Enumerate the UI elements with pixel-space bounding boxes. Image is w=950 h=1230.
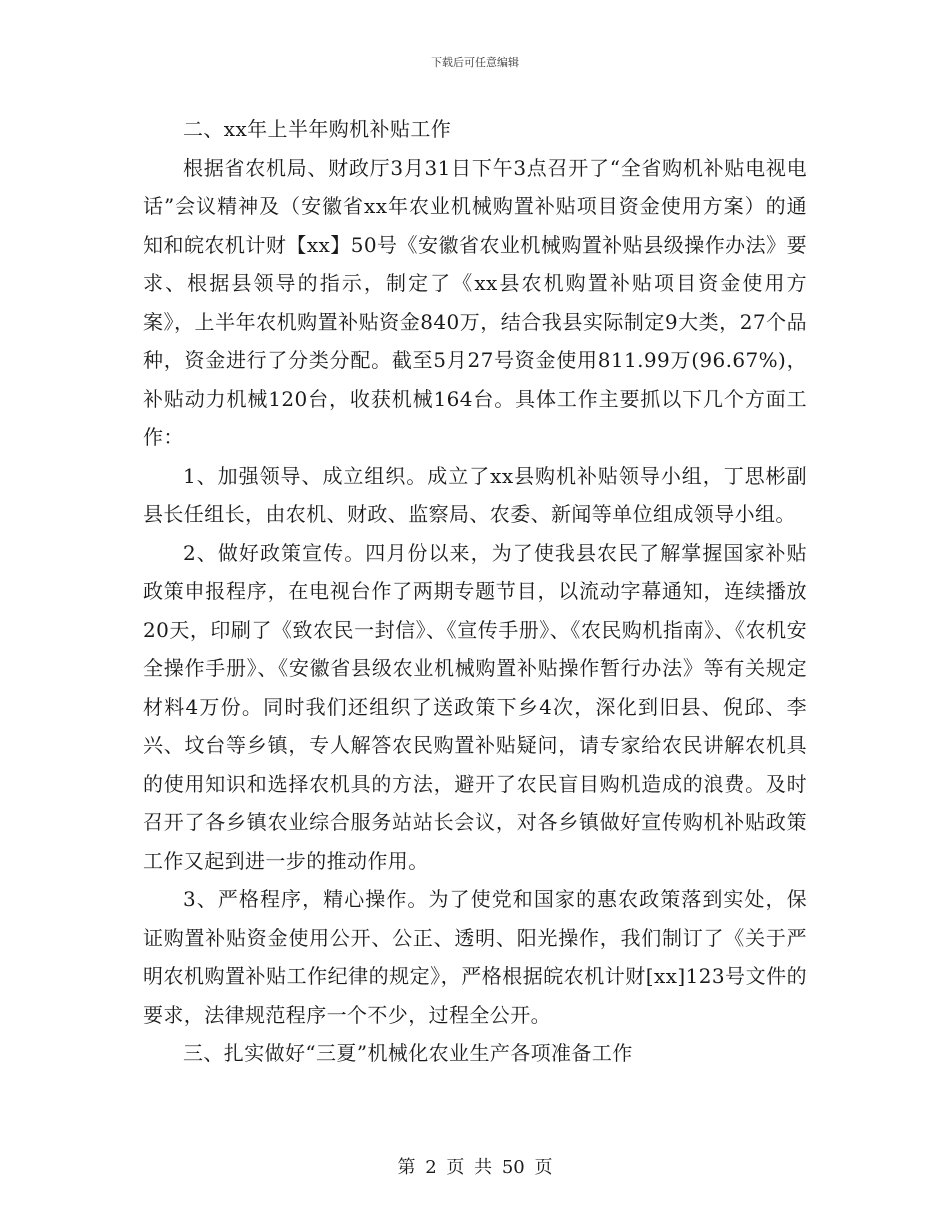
page-header: 下载后可任意编辑 — [431, 56, 519, 69]
body-paragraph: 2、做好政策宣传。四月份以来，为了使我县农民了解掌握国家补贴政策申报程序，在电视台作了两期专题节目，以流动字幕通知，连续播放20天，印刷了《致农民一封信》、《宣传手册》、《农民购机指南》、《农机安全操作手册》、《安徽省县级农业机械购置补贴操作暂行办法》等有关规定材料4万份。同时我们还组织了送政策下乡4次，深化到旧县、倪邱、李兴、坟台等乡镇，专人解答农民购置补贴疑问，请专家给农民讲解农机具的使用知识和选择农机具的方法，避开了农民盲目购机造成的浪费。及时召开了各乡镇农业综合服务站站长会议，对各乡镇做好宣传购机补贴政策工作又起到进一步的推动作用。 — [143, 540, 807, 873]
body-paragraph: 根据省农机局、财政厅3月31日下午3点召开了“全省购机补贴电视电话”会议精神及（安徽省xx年农业机械购置补贴项目资金使用方案）的通知和皖农机计财【xx】50号《安徽省农业机械购置补贴县级操作办法》要求、根据县领导的指示，制定了《xx县农机购置补贴项目资金使用方案》，上半年农机购置补贴资金840万，结合我县实际制定9大类，27个品种，资金进行了分类分配。截至5月27号资金使用811.99万(96.67%)，补贴动力机械120台，收获机械164台。具体工作主要抓以下几个方面工作： — [143, 155, 807, 449]
document-body — [143, 110, 807, 1073]
page-footer: 第 2 页 共 50 页 — [397, 1157, 553, 1178]
body-paragraph: 3、严格程序，精心操作。为了使党和国家的惠农政策落到实处，保证购置补贴资金使用公开、公正、透明、阳光操作，我们制订了《关于严明农机购置补贴工作纪律的规定》，严格根据皖农机计财[xx]123号文件的要求，法律规范程序一个不少，过程全公开。 — [143, 887, 807, 1027]
section-heading-3: 三、扎实做好“三夏”机械化农业生产各项准备工作 — [183, 1041, 633, 1065]
body-paragraph: 1、加强领导、成立组织。成立了xx县购机补贴领导小组，丁思彬副县长任组长，由农机、财政、监察局、农委、新闻等单位组成领导小组。 — [143, 463, 807, 526]
section-heading-2: 二、xx年上半年购机补贴工作 — [183, 117, 452, 141]
